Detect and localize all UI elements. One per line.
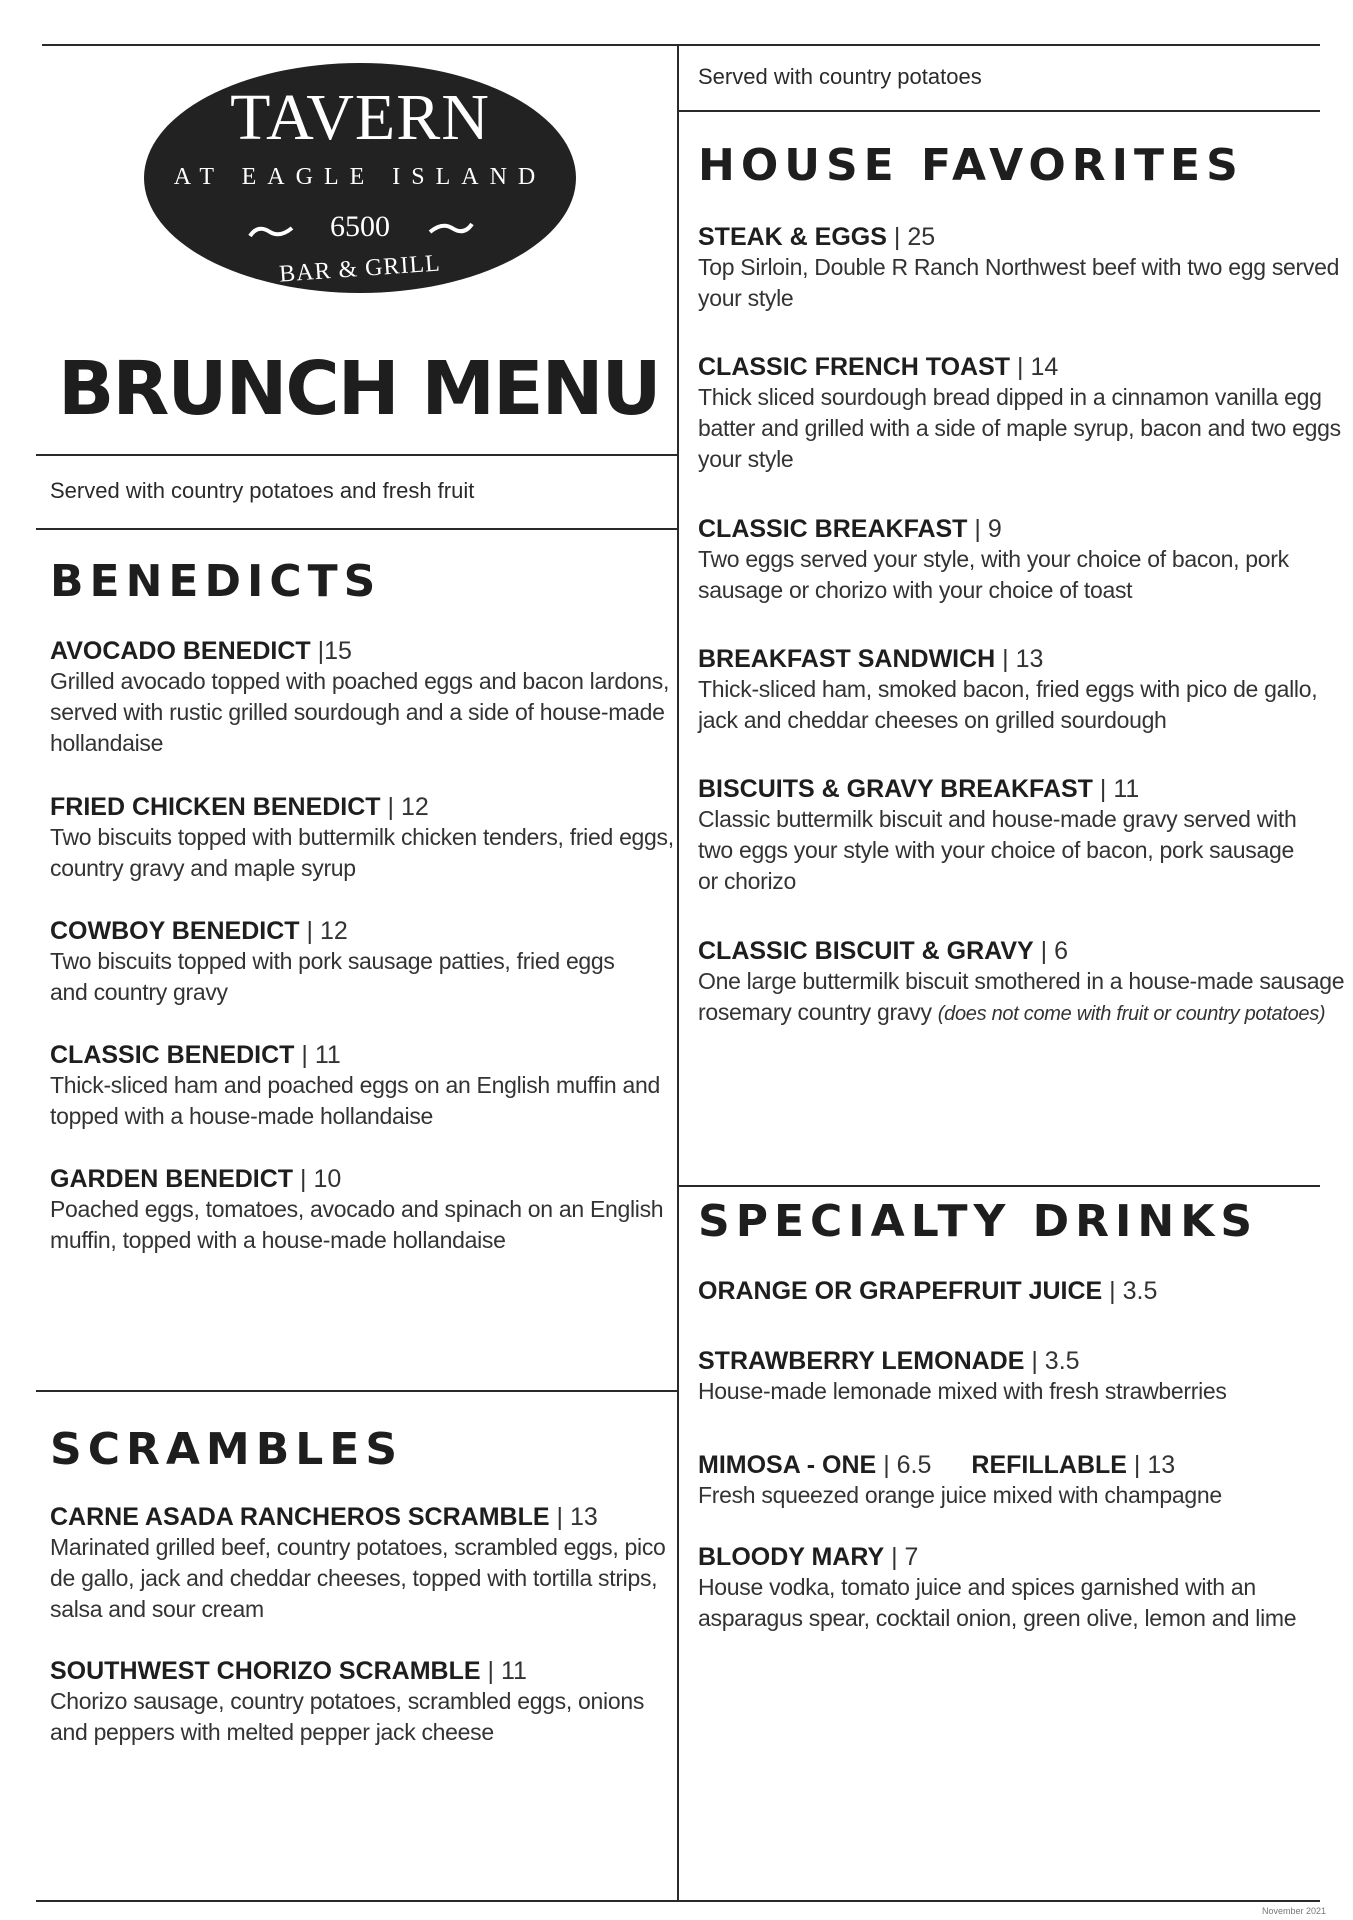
menu-item-name: COWBOY BENEDICT [50,917,300,945]
menu-item-name: CLASSIC FRENCH TOAST [698,353,1011,381]
menu-item-price: 11 [314,1041,341,1069]
menu-item [698,1276,1157,1306]
menu-item-description [698,966,1344,997]
menu-item-description [698,804,1296,835]
menu-item-description [50,1594,666,1625]
menu-item-name: CLASSIC BREAKFAST [698,515,968,543]
menu-item-name: STRAWBERRY LEMONADE [698,1347,1025,1375]
menu-item-description [50,977,615,1008]
price-separator: | [1102,1277,1123,1305]
description-line: Two eggs served your style, with your choice of bacon, pork [698,546,1289,572]
menu-item-description [698,1376,1227,1407]
menu-item-header [50,636,669,666]
menu-item-description [698,835,1296,866]
menu-item [50,792,674,884]
menu-item-header [698,1276,1157,1306]
price-separator: | [967,515,988,543]
menu-item-description [50,822,674,853]
description-line: de gallo, jack and cheddar cheeses, topped with tortilla strips, [50,1565,658,1591]
description-line: rosemary country gravy [698,999,938,1025]
menu-item-description [698,544,1289,575]
price-separator: | [310,637,325,665]
menu-item [698,1346,1227,1407]
description-line: Classic buttermilk biscuit and house-made gravy served with [698,806,1297,832]
menu-item-price: 11 [1113,775,1140,803]
menu-item [698,644,1317,736]
description-line: Chorizo sausage, country potatoes, scrambled eggs, onions [50,1688,645,1714]
price-separator: | [549,1503,570,1531]
menu-item-description [50,1101,660,1132]
price-separator: | [876,1451,897,1479]
menu-item-description [50,1070,660,1101]
description-line: your style [698,446,794,472]
description-line: Marinated grilled beef, country potatoes, scrambled eggs, pico [50,1534,666,1560]
menu-item-description [50,853,674,884]
column-divider [677,44,679,1901]
menu-item-price: 9 [987,515,1002,543]
menu-item-header [50,1040,660,1070]
menu-item-name: SOUTHWEST CHORIZO SCRAMBLE [50,1657,481,1685]
menu-item-description [698,252,1339,283]
menu-item-description [50,1194,663,1225]
menu-item-header [698,1450,1222,1480]
menu-item-price: 13 [1015,645,1044,673]
price-separator: | [884,1543,905,1571]
menu-item-header [698,352,1341,382]
title-rule [36,454,678,456]
menu-item-name: ORANGE OR GRAPEFRUIT JUICE [698,1277,1103,1305]
description-line: and peppers with melted pepper jack cheese [50,1719,494,1745]
description-line: country gravy and maple syrup [50,855,356,881]
menu-item-header [698,774,1296,804]
menu-item-description [698,444,1341,475]
menu-item-header [698,936,1344,966]
menu-item-price: 7 [904,1543,919,1571]
menu-item-header [50,792,674,822]
bottom-rule [36,1900,1320,1902]
menu-item-description [698,705,1317,736]
menu-item-name: CLASSIC BENEDICT [50,1041,295,1069]
menu-item [698,1450,1222,1511]
menu-item-price: 13 [569,1503,598,1531]
description-line: salsa and sour cream [50,1596,264,1622]
menu-item-description [50,1225,663,1256]
menu-item-name: MIMOSA - ONE [698,1451,877,1479]
menu-item-price: 12 [319,917,348,945]
footer-date: November 2021 [1262,1906,1327,1916]
description-line: or chorizo [698,868,796,894]
price-separator: | [480,1657,501,1685]
description-line: Thick-sliced ham and poached eggs on an English muffin and [50,1072,660,1098]
page-title: BRUNCH MENU [58,346,660,432]
menu-item [50,1502,666,1625]
scrambles-heading: SCRAMBLES [50,1424,404,1475]
menu-item-name: BLOODY MARY [698,1543,885,1571]
top-rule [42,44,1320,46]
menu-item-description [50,728,669,759]
menu-item-description [698,575,1289,606]
menu-item-name-refill: REFILLABLE [971,1451,1127,1479]
price-separator: | [886,223,908,251]
description-line: your style [698,285,794,311]
price-separator: | [293,1165,314,1193]
menu-item-description [698,283,1339,314]
description-line: asparagus spear, cocktail onion, green olive, lemon and lime [698,1605,1297,1631]
menu-item-price: 3.5 [1122,1277,1158,1305]
menu-item-name: CARNE ASADA RANCHEROS SCRAMBLE [50,1503,550,1531]
menu-item-price: 3.5 [1044,1347,1080,1375]
menu-item-name: FRIED CHICKEN BENEDICT [50,793,381,821]
menu-item-name: GARDEN BENEDICT [50,1165,294,1193]
menu-item-description [698,674,1317,705]
menu-item-description [50,1563,666,1594]
menu-item [698,774,1296,897]
menu-item-description [698,382,1341,413]
menu-item-description [50,1532,666,1563]
specialty-drinks-heading: SPECIALTY DRINKS [698,1196,1259,1247]
menu-item-description [698,1572,1296,1603]
description-note: (does not come with fruit or country potatoes) [937,1003,1326,1025]
menu-item [50,636,669,759]
logo-subtitle: AT EAGLE ISLAND [173,164,547,190]
price-separator: | [1092,775,1114,803]
price-separator: | [1024,1347,1045,1375]
menu-item-header [698,644,1317,674]
description-line: sausage or chorizo with your choice of toast [698,577,1133,603]
menu-item-name: BISCUITS & GRAVY BREAKFAST [698,775,1093,803]
description-line: Grilled avocado topped with poached eggs and bacon lardons, [50,668,670,694]
menu-item-description [50,1717,644,1748]
description-line: One large buttermilk biscuit smothered in a house-made sausage [698,968,1345,994]
price-separator: | [294,1041,315,1069]
description-line: Two biscuits topped with pork sausage patties, fried eggs [50,948,615,974]
menu-item-header [50,1502,666,1532]
menu-item-price: 25 [907,223,936,251]
note-rule-left [36,528,678,530]
menu-item-header [698,222,1339,252]
menu-item-name: CLASSIC BISCUIT & GRAVY [698,937,1034,965]
description-line: hollandaise [50,730,164,756]
description-line: and country gravy [50,979,228,1005]
menu-item-header [698,1346,1227,1376]
price-separator: | [299,917,320,945]
menu-item-name: BREAKFAST SANDWICH [698,645,996,673]
description-line: Poached eggs, tomatoes, avocado and spinach on an English [50,1196,664,1222]
benedicts-heading: BENEDICTS [50,556,382,607]
menu-item-name: STEAK & EGGS [698,223,887,251]
menu-item-price: 6 [1054,937,1068,965]
menu-item-price: 10 [313,1165,342,1193]
house-favorites-heading: HOUSE FAVORITES [698,140,1244,191]
menu-item-header [50,1164,663,1194]
price-separator: | [995,645,1016,673]
menu-item [698,514,1289,606]
description-line: two eggs your style with your choice of bacon, pork sausage [698,837,1294,863]
price-separator: | [1010,353,1031,381]
menu-item [50,1164,663,1256]
description-line: Thick-sliced ham, smoked bacon, fried eggs with pico de gallo, [698,676,1318,702]
menu-item [698,1542,1296,1634]
menu-item-price: 11 [500,1657,527,1685]
menu-item-price: 14 [1030,353,1059,381]
description-line: jack and cheddar cheeses on grilled sourdough [698,707,1167,733]
menu-item-description [50,666,669,697]
description-line: served with rustic grilled sourdough and a side of house-made [50,699,665,725]
price-separator: | [1033,937,1055,965]
menu-item-price: 15 [324,637,352,665]
right-serving-note: Served with country potatoes [698,64,982,89]
menu-item [50,1040,660,1132]
price-separator: | [1126,1451,1148,1479]
menu-item-description [50,946,615,977]
menu-item-description [698,1603,1296,1634]
description-line: Thick sliced sourdough bread dipped in a cinnamon vanilla egg [698,384,1322,410]
description-line: Two biscuits topped with buttermilk chicken tenders, fried eggs, [50,824,674,850]
description-line: Fresh squeezed orange juice mixed with champagne [698,1482,1222,1508]
description-line: House vodka, tomato juice and spices garnished with an [698,1574,1256,1600]
menu-item [50,916,615,1008]
note-rule-right [678,110,1320,112]
menu-item [50,1656,644,1748]
menu-item-price-refill: 13 [1147,1451,1176,1479]
drinks-rule [678,1185,1320,1187]
menu-item-description [698,866,1296,897]
menu-item-description [50,697,669,728]
menu-item-header [50,1656,644,1686]
menu-item-price: 12 [400,793,429,821]
menu-item-header [50,916,615,946]
logo-tagline: BAR & GRILL [278,250,442,288]
menu-item-name: AVOCADO BENEDICT [50,637,311,665]
description-line: Top Sirloin, Double R Ranch Northwest beef with two egg served [698,254,1340,280]
menu-item [698,352,1341,475]
description-line: batter and grilled with a side of maple syrup, bacon and two eggs [698,415,1341,441]
price-separator: | [380,793,401,821]
logo-name: TAVERN [230,81,490,154]
menu-item-header [698,514,1289,544]
menu-item-header [698,1542,1296,1572]
left-serving-note: Served with country potatoes and fresh fruit [50,478,475,503]
description-line: muffin, topped with a house-made hollandaise [50,1227,506,1253]
menu-item-description [698,413,1341,444]
logo-number: 6500 [330,210,390,243]
menu-item [698,936,1344,1030]
menu-item-description [50,1686,644,1717]
menu-item-price: 6.5 [896,1451,932,1479]
menu-item [698,222,1339,314]
description-line: House-made lemonade mixed with fresh strawberries [698,1378,1227,1404]
logo [140,58,580,298]
menu-item-description [698,1480,1222,1511]
menu-item-description [698,997,1344,1030]
description-line: topped with a house-made hollandaise [50,1103,434,1129]
scrambles-rule [36,1390,678,1392]
